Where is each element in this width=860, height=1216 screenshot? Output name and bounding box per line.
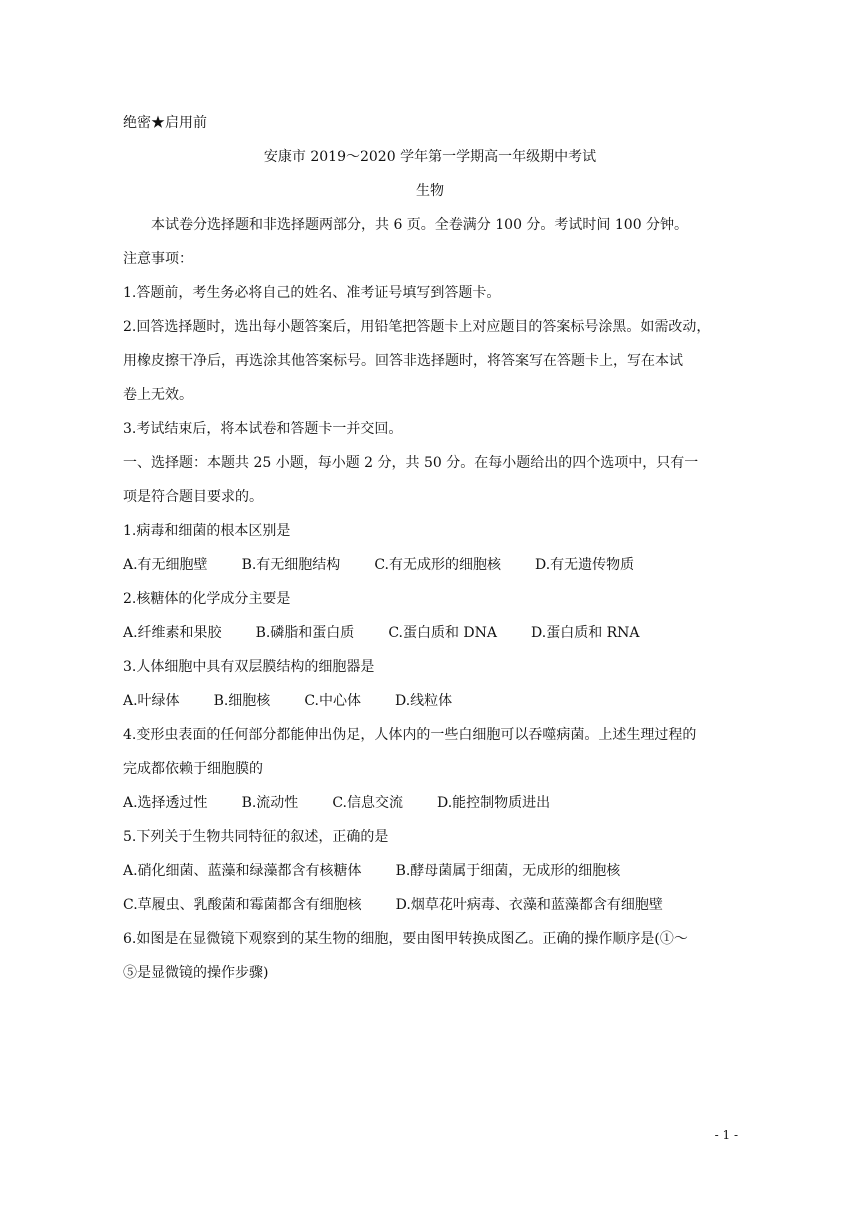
- question-6-stem-line-1: 6.如图是在显微镜下观察到的某生物的细胞，要由图甲转换成图乙。正确的操作顺序是(①～: [123, 931, 688, 947]
- q3-option-d: D.线粒体: [394, 693, 453, 709]
- question-5-options-row-1: [123, 861, 620, 881]
- q1-option-b: B.有无细胞结构: [241, 557, 341, 573]
- note-2-line-3: 卷上无效。: [123, 387, 193, 403]
- section-heading-line-2: 项是符合题目要求的。: [123, 489, 263, 505]
- note-1: 1.答题前，考生务必将自己的姓名、准考证号填写到答题卡。: [123, 285, 501, 301]
- exam-title: 安康市 2019～2020 学年第一学期高一年级期中考试: [263, 149, 597, 165]
- question-1-stem: 1.病毒和细菌的根本区别是: [123, 523, 291, 539]
- q1-option-a: A.有无细胞壁: [123, 557, 208, 573]
- q3-option-c: C.中心体: [304, 693, 361, 709]
- question-3-stem: 3.人体细胞中具有双层膜结构的细胞器是: [123, 659, 375, 675]
- question-2-stem: 2.核糖体的化学成分主要是: [123, 591, 291, 607]
- question-1-options: [123, 555, 634, 575]
- q3-option-a: A.叶绿体: [123, 693, 180, 709]
- subject-title: 生物: [416, 183, 444, 199]
- q3-option-b: B.细胞核: [213, 693, 271, 709]
- q1-option-d: D.有无遗传物质: [534, 557, 635, 573]
- question-5-options-row-2: [123, 895, 663, 915]
- page-number: - 1 -: [714, 1128, 738, 1142]
- note-3: 3.考试结束后，将本试卷和答题卡一并交回。: [123, 421, 403, 437]
- exam-intro: 本试卷分选择题和非选择题两部分，共 6 页。全卷满分 100 分。考试时间 100 分钟。: [151, 217, 689, 233]
- notes-heading: 注意事项：: [123, 251, 193, 267]
- q4-option-d: D.能控制物质进出: [436, 795, 551, 811]
- note-2-line-1: 2.回答选择题时，选出每小题答案后，用铅笔把答题卡上对应题目的答案标号涂黑。如需改动，: [123, 319, 711, 335]
- q4-option-a: A.选择透过性: [123, 795, 208, 811]
- q5-option-d: D.烟草花叶病毒、衣藻和蓝藻都含有细胞壁: [395, 897, 663, 913]
- question-2-options: [123, 623, 640, 643]
- q2-option-a: A.纤维素和果胶: [123, 625, 222, 641]
- question-5-stem: 5.下列关于生物共同特征的叙述，正确的是: [123, 829, 389, 845]
- q5-option-c: C.草履虫、乳酸菌和霉菌都含有细胞核: [123, 897, 362, 913]
- q5-option-b: B.酵母菌属于细菌，无成形的细胞核: [395, 863, 621, 879]
- q2-option-b: B.磷脂和蛋白质: [255, 625, 355, 641]
- question-3-options: [123, 691, 452, 711]
- q5-option-a: A.硝化细菌、蓝藻和绿藻都含有核糖体: [123, 863, 362, 879]
- classification-mark: 绝密★启用前: [123, 115, 207, 131]
- question-4-stem-line-1: 4.变形虫表面的任何部分都能伸出伪足，人体内的一些白细胞可以吞噬病菌。上述生理过程的: [123, 727, 697, 743]
- section-heading-line-1: 一、选择题：本题共 25 小题，每小题 2 分，共 50 分。在每小题给出的四个选项中，只有一: [123, 455, 699, 471]
- question-6-stem-line-2: ⑤是显微镜的操作步骤): [123, 965, 269, 981]
- question-4-options: [123, 793, 550, 813]
- q1-option-c: C.有无成形的细胞核: [374, 557, 501, 573]
- q2-option-d: D.蛋白质和 RNA: [531, 625, 640, 641]
- question-4-stem-line-2: 完成都依赖于细胞膜的: [123, 761, 263, 777]
- q4-option-b: B.流动性: [241, 795, 299, 811]
- q2-option-c: C.蛋白质和 DNA: [388, 625, 498, 641]
- q4-option-c: C.信息交流: [332, 795, 403, 811]
- note-2-line-2: 用橡皮擦干净后，再选涂其他答案标号。回答非选择题时，将答案写在答题卡上，写在本试: [123, 353, 683, 369]
